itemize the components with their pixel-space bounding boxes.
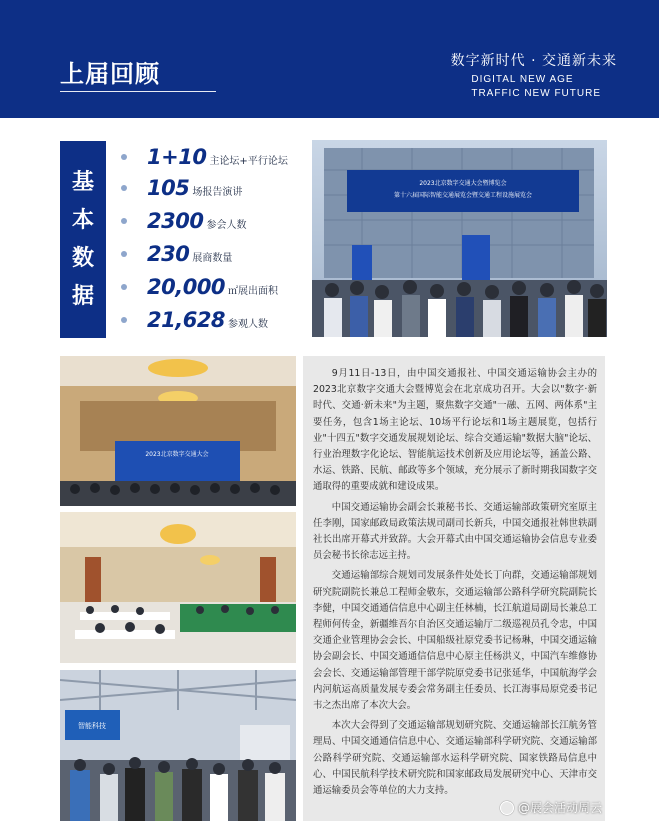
venue-exterior-photo bbox=[312, 140, 607, 337]
forum-hall-photo bbox=[60, 356, 296, 506]
article-paragraph-4: 本次大会得到了交通运输部规划研究院、交通运输部长江航务管理局、中国交通通信信息中心、交通运输部科学研究院、交通运输部公路科学研究院、交通运输部水运科学研究院、国家铁路局信息中心、中国民航科学技术研究院和国家邮政局发展研究中心、天津市交通运输委员会等单位的大力支持。 bbox=[313, 720, 597, 797]
exhibition-hall-photo bbox=[60, 670, 296, 821]
label-char: 据 bbox=[71, 283, 94, 309]
watermark-logo-icon bbox=[500, 801, 514, 815]
stat-unit: 场报告演讲 bbox=[192, 187, 243, 198]
slogan-english-line-1: DIGITAL NEW AGE bbox=[471, 74, 574, 85]
title-underline bbox=[60, 91, 216, 92]
bullet-icon bbox=[121, 218, 127, 224]
conference-room-photo bbox=[60, 512, 296, 663]
label-char: 本 bbox=[71, 207, 94, 233]
article-panel bbox=[303, 356, 605, 821]
basic-data-label bbox=[60, 141, 106, 338]
stat-row-talks bbox=[121, 176, 242, 200]
page-header bbox=[0, 0, 659, 118]
stat-number: 105 bbox=[147, 176, 190, 200]
stat-unit: 展商数量 bbox=[192, 253, 233, 264]
article-paragraph-3: 交通运输部综合规划司发展条件处处长丁向群，交通运输部规划研究院副院长兼总工程师金敬东，交通运输部公路科学研究院副院长李健，中国交通通信信息中心副主任林楠，长江航道局副局长兼总工程师何传金，新疆维吾尔自治区交通运输厅二级巡视员孔令忠，中国交通企业管理协会会长、中国船级社原党委书记杨琳，中国交通运输协会副会长、中国交通通信信息中心原主任杨洪义，中国汽车维修协会会长、交通运输部管理干部学院原党委书记张延华，中国航海学会内河航运高质量发展专委会常务副主任委员、长江海事局原党委书记韦之杰出席了本次大会。 bbox=[313, 570, 597, 712]
stat-number: 21,628 bbox=[147, 308, 226, 332]
stat-number: 20,000 bbox=[147, 275, 226, 299]
article-paragraph-1: 9月11日-13日，由中国交通报社、中国交通运输协会主办的2023北京数字交通大会暨博览会在北京成功召开。大会以"数字·新时代、交通·新未来"为主题，聚焦数字交通"一融、五网、两体系"主要任务，包含1场主论坛、10场平行论坛和1场主题展览，包括行业"十四五"数字交通发展规划论坛、综合交通运输"数据大脑"论坛、行业治理数字化论坛、智能航运技术创新及应用论坛等，涵盖公路、水运、铁路、民航、邮政等多个领域，充分展示了新时期我国数字交通取得的重要成就和建设成果。 bbox=[313, 368, 597, 493]
label-char: 基 bbox=[71, 169, 94, 195]
watermark bbox=[500, 799, 602, 816]
venue-banner-text: 2023北京数字交通大会暨博览会 bbox=[419, 180, 507, 187]
label-char: 数 bbox=[71, 245, 94, 271]
stat-number: 1+10 bbox=[147, 145, 207, 169]
stat-row-area bbox=[121, 275, 278, 299]
bullet-icon bbox=[121, 185, 127, 191]
bullet-icon bbox=[121, 284, 127, 290]
stat-unit: ㎡展出面积 bbox=[228, 286, 279, 297]
stat-row-forums bbox=[121, 145, 288, 169]
article-paragraph-2: 中国交通运输协会副会长兼秘书长、交通运输部政策研究室原主任李刚，国家邮政局政策法规司副司长新兵，中国交通报社韩世轶副社长出席开幕式并致辞。大会开幕式由中国交通运输协会信息专业委员会秘书长徐志远主持。 bbox=[313, 501, 597, 562]
stat-unit: 参会人数 bbox=[206, 220, 247, 231]
bullet-icon bbox=[121, 317, 127, 323]
section-title: 上届回顾 bbox=[60, 60, 160, 88]
watermark-text: @展会活动周云 bbox=[518, 801, 603, 815]
venue-banner-subtext: 第十六届国际智能交通展览会暨交通工程设施展览会 bbox=[393, 192, 533, 199]
slogan-english bbox=[471, 73, 601, 101]
stat-number: 2300 bbox=[147, 209, 204, 233]
stat-number: 230 bbox=[147, 242, 190, 266]
slogan-chinese: 数字新时代 · 交通新未来 bbox=[450, 53, 617, 69]
stat-row-exhibitors bbox=[121, 242, 232, 266]
stat-unit: 主论坛+平行论坛 bbox=[209, 156, 288, 167]
forum-screen-text: 2023北京数字交通大会 bbox=[145, 451, 209, 458]
stat-row-attendees bbox=[121, 209, 246, 233]
stat-unit: 参观人数 bbox=[228, 319, 269, 330]
stat-row-visitors bbox=[121, 308, 268, 332]
bullet-icon bbox=[121, 251, 127, 257]
slogan-english-line-2: TRAFFIC NEW FUTURE bbox=[471, 88, 601, 99]
bullet-icon bbox=[121, 154, 127, 160]
booth-sign-text: 智能科技 bbox=[78, 722, 106, 730]
